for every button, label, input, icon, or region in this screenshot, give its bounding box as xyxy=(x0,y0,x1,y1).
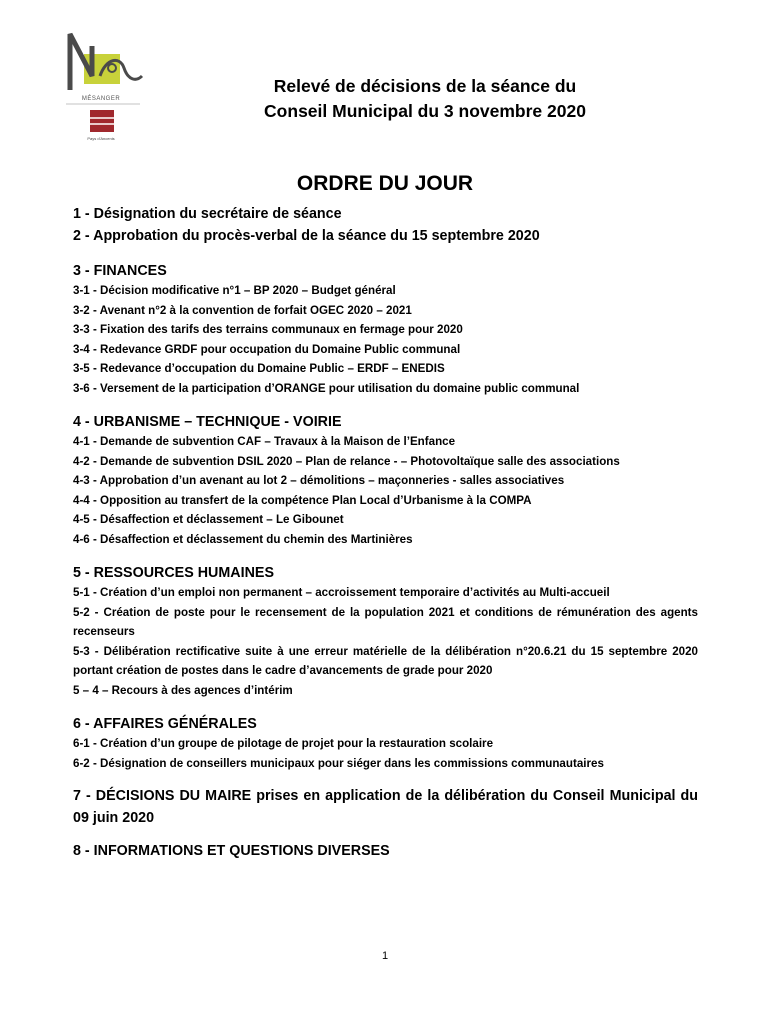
page-number: 1 xyxy=(381,950,389,962)
list-item: 4-4 - Opposition au transfert de la compétence Plan Local d’Urbanisme à la COMPA xyxy=(73,493,532,507)
agenda-item-1: 1 - Désignation du secrétaire de séance xyxy=(73,206,342,222)
list-item: 6-1 - Création d’un groupe de pilotage de projet pour la restauration scolaire xyxy=(73,737,494,750)
agenda-heading: ORDRE DU JOUR xyxy=(296,172,474,195)
list-item: 3-2 - Avenant n°2 à la convention de forfait OGEC 2020 – 2021 xyxy=(73,303,412,317)
municipal-logo xyxy=(62,28,146,146)
document-title xyxy=(190,74,660,124)
title-line-2: Conseil Municipal du 3 novembre 2020 xyxy=(264,101,586,121)
list-item: 3-1 - Décision modificative n°1 – BP 2020 – Budget général xyxy=(73,284,396,297)
list-item: 3-5 - Redevance d’occupation du Domaine Public – ERDF – ENEDIS xyxy=(73,362,445,375)
list-item: 4-5 - Désaffection et déclassement – Le Gibounet xyxy=(73,513,344,526)
list-item: 4-3 - Approbation d’un avenant au lot 2 – démolitions – maçonneries - salles associatives xyxy=(73,474,565,487)
list-item: 5-2 - Création de poste pour le recensement de la population 2021 et conditions de rémunération des agents recenseurs xyxy=(73,605,698,638)
list-item: 4-1 - Demande de subvention CAF – Travaux à la Maison de l’Enfance xyxy=(73,435,456,448)
section-decisions-maire: 7 - DÉCISIONS DU MAIRE prises en application de la délibération du Conseil Municipal du 09 juin 2020 xyxy=(73,788,698,826)
list-item: 3-3 - Fixation des tarifs des terrains communaux en fermage pour 2020 xyxy=(73,323,463,336)
section-urbanisme-title: 4 - URBANISME – TECHNIQUE - VOIRIE xyxy=(73,414,342,430)
list-item: 3-6 - Versement de la participation d’ORANGE pour utilisation du domaine public communal xyxy=(73,381,580,395)
logo-graphic xyxy=(62,28,146,146)
section-informations: 8 - INFORMATIONS ET QUESTIONS DIVERSES xyxy=(73,843,390,859)
logo-name: MÉSANGER xyxy=(81,96,121,102)
section-rh-title: 5 - RESSOURCES HUMAINES xyxy=(73,565,274,581)
agenda-body xyxy=(73,203,698,861)
logo-red-emblem xyxy=(90,110,114,132)
section-finances-title: 3 - FINANCES xyxy=(73,263,167,279)
section-affaires-title: 6 - AFFAIRES GÉNÉRALES xyxy=(73,716,257,732)
logo-subtitle: Pays d'Ancenis xyxy=(87,136,115,141)
list-item: 6-2 - Désignation de conseillers municipaux pour siéger dans les commissions communautaires xyxy=(73,756,604,770)
list-item: 4-2 - Demande de subvention DSIL 2020 – Plan de relance - – Photovoltaïque salle des associations xyxy=(73,454,620,468)
list-item: 5 – 4 – Recours à des agences d’intérim xyxy=(73,683,293,697)
list-item: 4-6 - Désaffection et déclassement du chemin des Martinières xyxy=(73,532,413,546)
list-item: 5-3 - Délibération rectificative suite à une erreur matérielle de la délibération n°20.6.21 du 15 septembre 2020 portant création de postes dans le cadre d’avancements de grade pour 2020 xyxy=(73,644,698,677)
list-item: 3-4 - Redevance GRDF pour occupation du Domaine Public communal xyxy=(73,342,461,356)
list-item: 5-1 - Création d’un emploi non permanent – accroissement temporaire d’activités au Multi-accueil xyxy=(73,586,610,599)
agenda-item-2: 2 - Approbation du procès-verbal de la séance du 15 septembre 2020 xyxy=(73,228,540,244)
title-line-1: Relevé de décisions de la séance du xyxy=(273,76,577,96)
